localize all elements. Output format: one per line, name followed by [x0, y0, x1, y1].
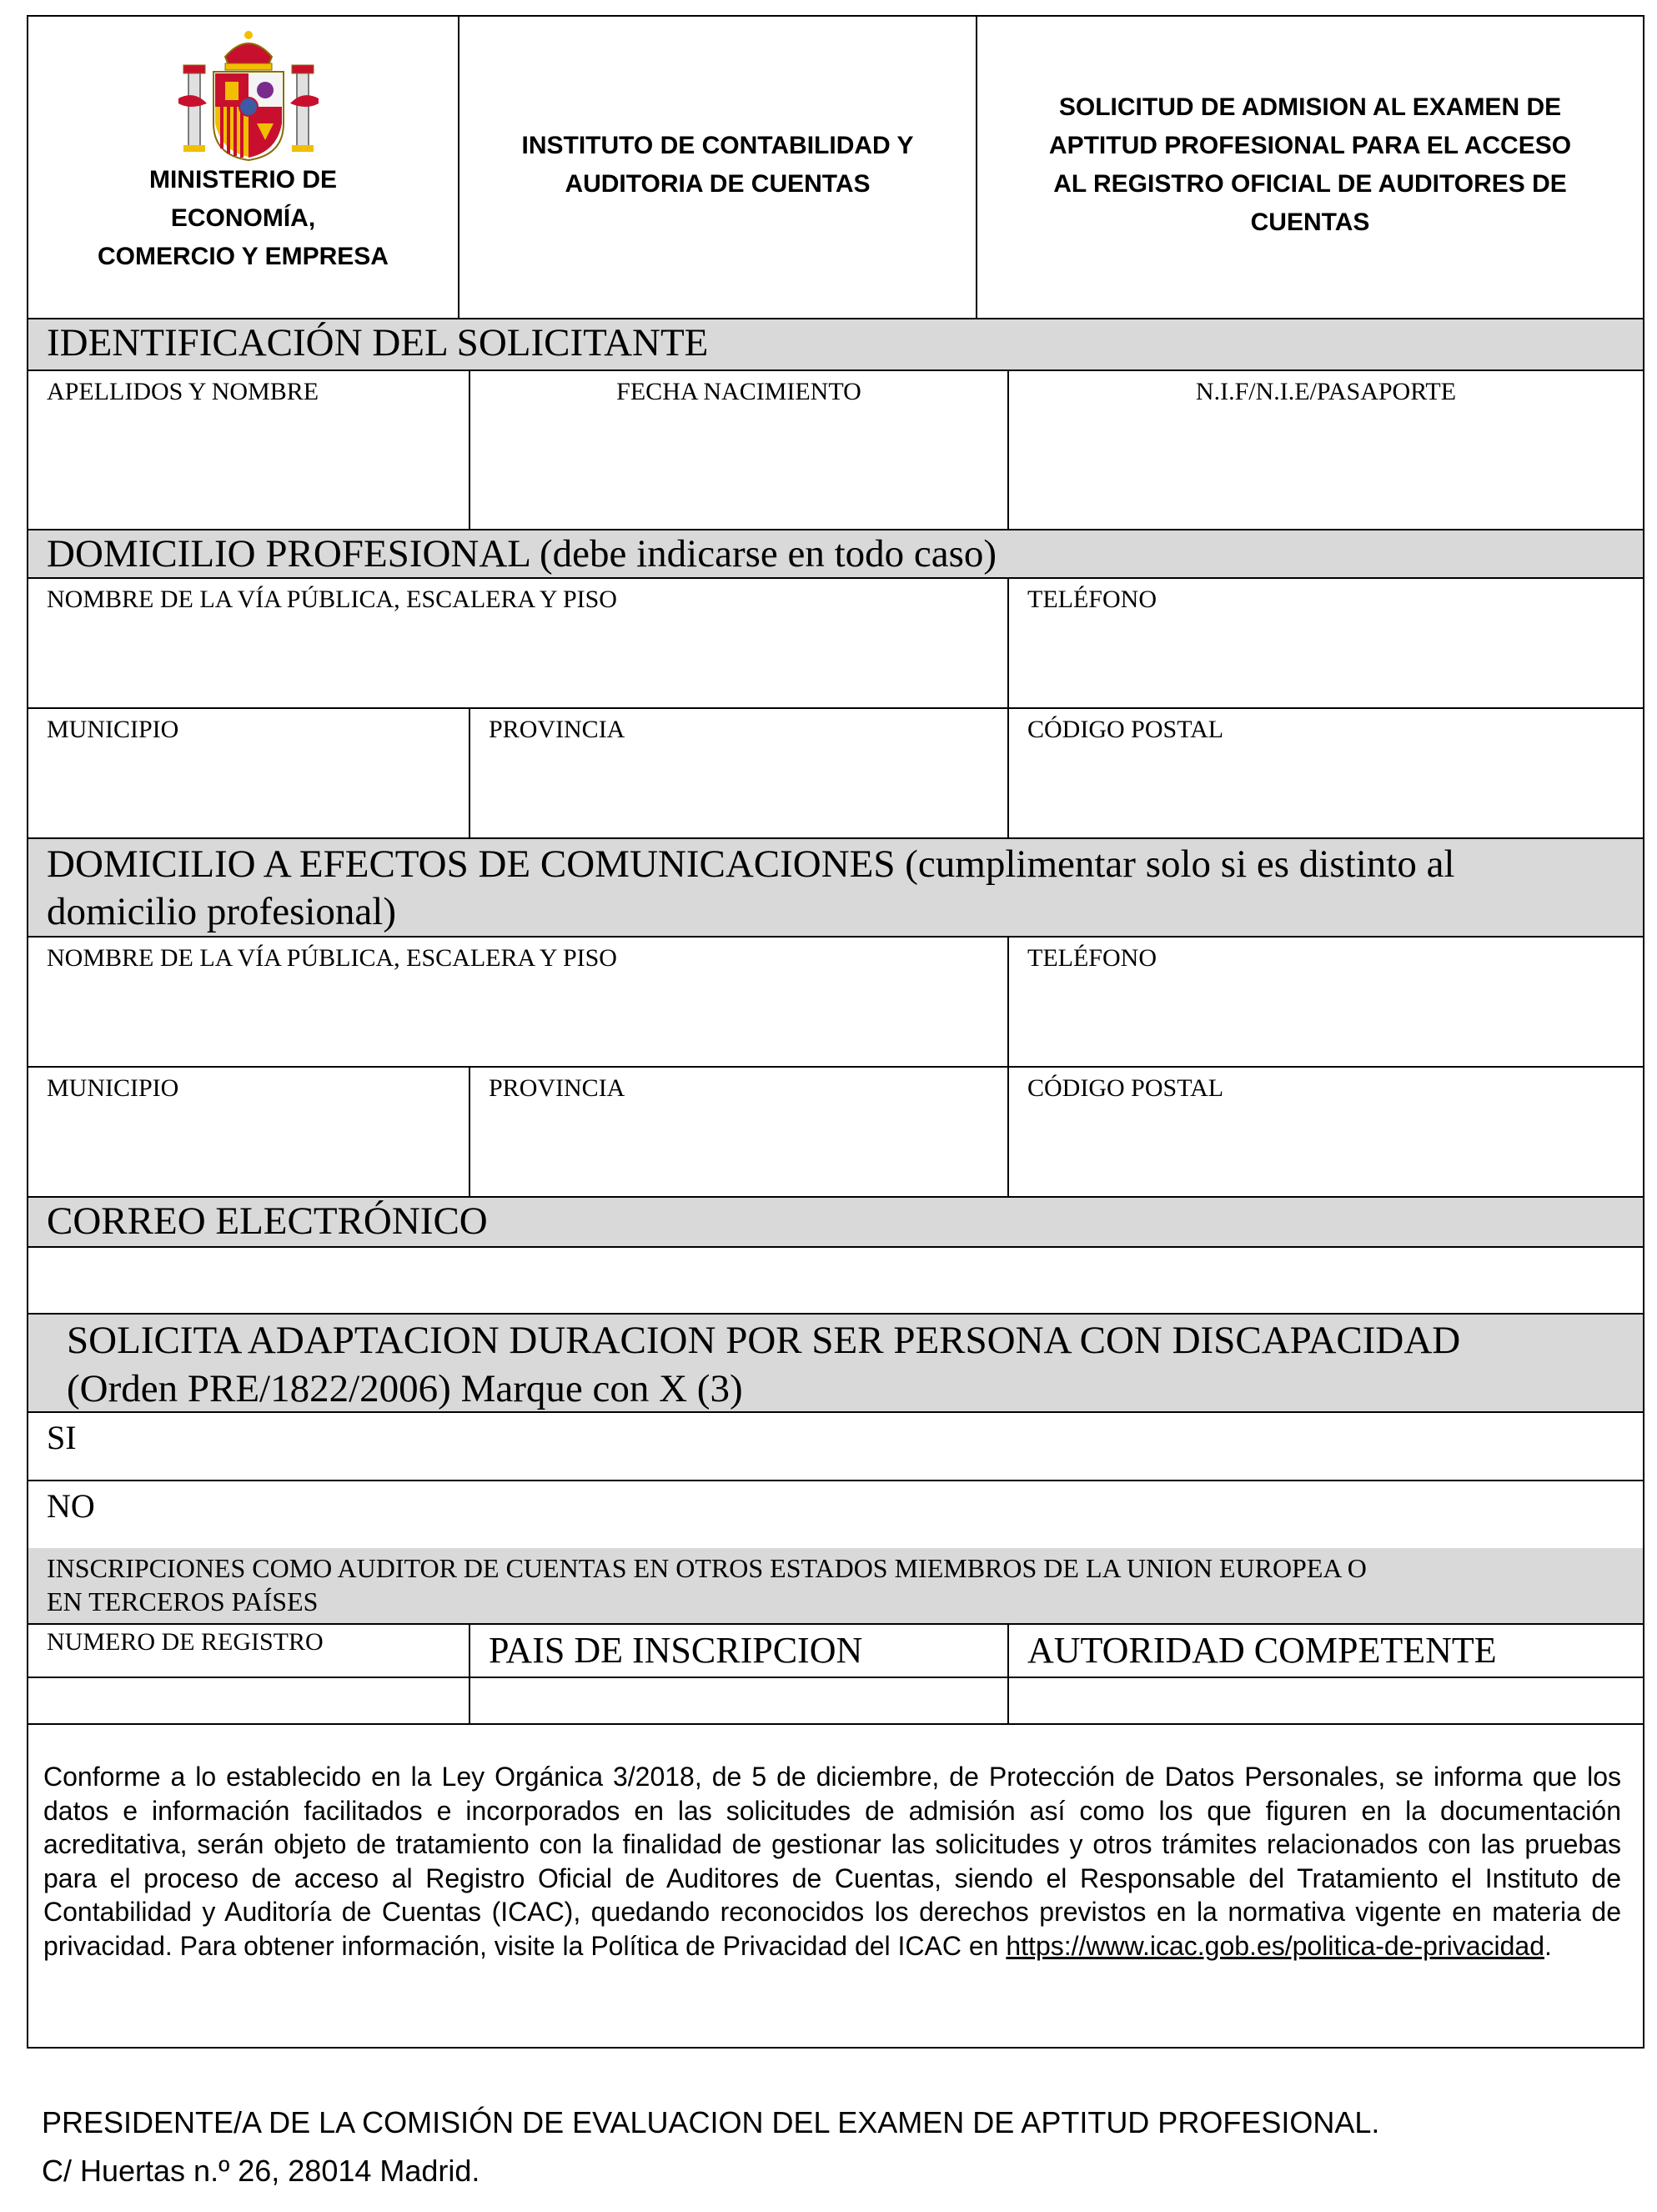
dp-via-cell — [27, 577, 1009, 709]
dc-telefono-input[interactable] — [1009, 974, 1643, 1066]
dp-provincia-cell — [469, 707, 1009, 839]
registro-input[interactable] — [28, 1678, 469, 1723]
section-discapacidad-line-2: (Orden PRE/1822/2006) Marque con X (3) — [67, 1367, 743, 1410]
nif-input[interactable] — [1009, 408, 1643, 529]
apellidos-cell — [27, 370, 470, 530]
footer-address — [42, 2099, 1643, 2195]
ministry-line-2: ECONOMÍA, — [170, 204, 316, 232]
registro-cell — [27, 1677, 470, 1725]
form-title-line-3: AL REGISTRO OFICIAL DE AUDITORES DE — [1053, 170, 1567, 198]
pais-cell — [469, 1677, 1009, 1725]
pais-label: PAIS DE INSCRIPCION — [489, 1630, 863, 1671]
section-identificacion-title: IDENTIFICACIÓN DEL SOLICITANTE — [47, 321, 709, 364]
dc-cp-input[interactable] — [1009, 1104, 1643, 1196]
autoridad-cell — [1007, 1677, 1644, 1725]
apellidos-input[interactable] — [28, 408, 469, 529]
section-domicilio-comunicaciones-line-2: domicilio profesional) — [47, 890, 396, 933]
dp-municipio-cell — [27, 707, 470, 839]
no-label: NO — [47, 1487, 95, 1525]
section-discapacidad-line-1: SOLICITA ADAPTACION DURACION POR SER PERSONA CON DISCAPACIDAD — [67, 1319, 1461, 1362]
dc-provincia-cell — [469, 1066, 1009, 1198]
autoridad-header-cell — [1007, 1623, 1644, 1678]
institute-line-2: AUDITORIA DE CUENTAS — [565, 170, 871, 198]
pais-header-cell — [469, 1623, 1009, 1678]
section-inscripciones — [27, 1548, 1644, 1625]
pais-input[interactable] — [470, 1678, 1007, 1723]
registro-header-cell — [27, 1623, 470, 1678]
ministry-line-3: COMERCIO Y EMPRESA — [98, 243, 389, 270]
form-title — [977, 88, 1643, 242]
correo-cell — [27, 1246, 1644, 1315]
dc-via-cell — [27, 936, 1009, 1068]
institute-name — [459, 127, 976, 204]
dp-provincia-input[interactable] — [470, 746, 1007, 837]
form-title-line-2: APTITUD PROFESIONAL PARA EL ACCESO — [1048, 132, 1572, 159]
dc-provincia-input[interactable] — [470, 1104, 1007, 1196]
si-label: SI — [47, 1419, 77, 1456]
dp-cp-input[interactable] — [1009, 746, 1643, 837]
dc-via-label: NOMBRE DE LA VÍA PÚBLICA, ESCALERA Y PISO — [47, 944, 617, 972]
dp-via-label: NOMBRE DE LA VÍA PÚBLICA, ESCALERA Y PISO — [47, 586, 617, 613]
dp-telefono-label: TELÉFONO — [1027, 586, 1157, 613]
dp-telefono-input[interactable] — [1009, 616, 1643, 707]
dc-municipio-label: MUNICIPIO — [47, 1074, 179, 1102]
dp-telefono-cell — [1007, 577, 1644, 709]
correo-input[interactable] — [28, 1248, 1643, 1313]
dc-municipio-input[interactable] — [28, 1104, 469, 1196]
fecha-cell — [469, 370, 1009, 530]
dc-municipio-cell — [27, 1066, 470, 1198]
dp-provincia-label: PROVINCIA — [489, 716, 625, 743]
ministry-line-1: MINISTERIO DE — [148, 166, 337, 194]
privacy-policy-link[interactable]: https://www.icac.gob.es/politica-de-privacidad — [1006, 1930, 1544, 1961]
section-correo-title: CORREO ELECTRÓNICO — [47, 1199, 488, 1243]
no-row[interactable] — [27, 1480, 1644, 1550]
dc-provincia-label: PROVINCIA — [489, 1074, 625, 1102]
section-identificacion — [27, 319, 1644, 370]
nif-cell — [1007, 370, 1644, 530]
dc-telefono-cell — [1007, 936, 1644, 1068]
dp-municipio-label: MUNICIPIO — [47, 716, 179, 743]
section-domicilio-comunicaciones — [27, 839, 1644, 938]
privacy-text: Conforme a lo establecido en la Ley Orgánica 3/2018, de 5 de diciembre, de Protección de Datos Personales, se informa que los datos e información facilitados e incorporados en las solicitudes de admisión así como los que figuren en la documentación acreditativa, serán objeto de tratamiento con la finalidad de gestionar las solicitudes y otros trámites relacionados con las pruebas para el proceso de acceso al Registro Oficial de Auditores de Cuentas, siendo el Responsable del Tratamiento el Instituto de Contabilidad y Auditoría de Cuentas (ICAC), quedando reconocidos los derechos previstos en la normativa vigente en materia de privacidad. Para obtener información, visite la Política de Privacidad del ICAC en — [43, 1762, 1621, 1961]
registro-label: NUMERO DE REGISTRO — [47, 1628, 324, 1656]
coat-of-arms-icon — [173, 23, 324, 163]
section-inscripciones-line-1: INSCRIPCIONES COMO AUDITOR DE CUENTAS EN OTROS ESTADOS MIEMBROS DE LA UNION EUROPEA O — [47, 1553, 1367, 1583]
privacy-end: . — [1544, 1930, 1552, 1961]
institute-line-1: INSTITUTO DE CONTABILIDAD Y — [521, 132, 914, 159]
autoridad-label: AUTORIDAD COMPETENTE — [1027, 1630, 1497, 1671]
dp-cp-cell — [1007, 707, 1644, 839]
ministry-name — [28, 161, 458, 276]
dc-telefono-label: TELÉFONO — [1027, 944, 1157, 972]
form-title-line-4: CUENTAS — [1250, 209, 1370, 236]
footer-line-1: PRESIDENTE/A DE LA COMISIÓN DE EVALUACION DEL EXAMEN DE APTITUD PROFESIONAL. — [42, 2105, 1380, 2139]
section-domicilio-comunicaciones-line-1: DOMICILIO A EFECTOS DE COMUNICACIONES (cumplimentar solo si es distinto al — [47, 842, 1455, 886]
dc-cp-cell — [1007, 1066, 1644, 1198]
footer-line-2: C/ Huertas n.º 26, 28014 Madrid. — [42, 2154, 480, 2188]
section-discapacidad — [27, 1315, 1644, 1413]
dp-cp-label: CÓDIGO POSTAL — [1027, 716, 1224, 743]
fecha-label: FECHA NACIMIENTO — [616, 378, 861, 405]
dc-via-input[interactable] — [28, 974, 1007, 1066]
section-inscripciones-line-2: EN TERCEROS PAÍSES — [47, 1586, 319, 1616]
section-domicilio-profesional — [27, 530, 1644, 579]
autoridad-input[interactable] — [1009, 1678, 1643, 1723]
privacy-notice — [43, 1760, 1621, 1963]
dp-municipio-input[interactable] — [28, 746, 469, 837]
privacy-box — [27, 1723, 1644, 2049]
apellidos-label: APELLIDOS Y NOMBRE — [47, 378, 319, 405]
si-row[interactable] — [27, 1411, 1644, 1481]
form-title-line-1: SOLICITUD DE ADMISION AL EXAMEN DE — [1058, 93, 1562, 121]
dc-cp-label: CÓDIGO POSTAL — [1027, 1074, 1224, 1102]
section-correo — [27, 1198, 1644, 1246]
dp-via-input[interactable] — [28, 616, 1007, 707]
section-domicilio-profesional-title: DOMICILIO PROFESIONAL (debe indicarse en todo caso) — [47, 532, 997, 576]
nif-label: N.I.F/N.I.E/PASAPORTE — [1195, 378, 1457, 405]
fecha-input[interactable] — [470, 408, 1007, 529]
